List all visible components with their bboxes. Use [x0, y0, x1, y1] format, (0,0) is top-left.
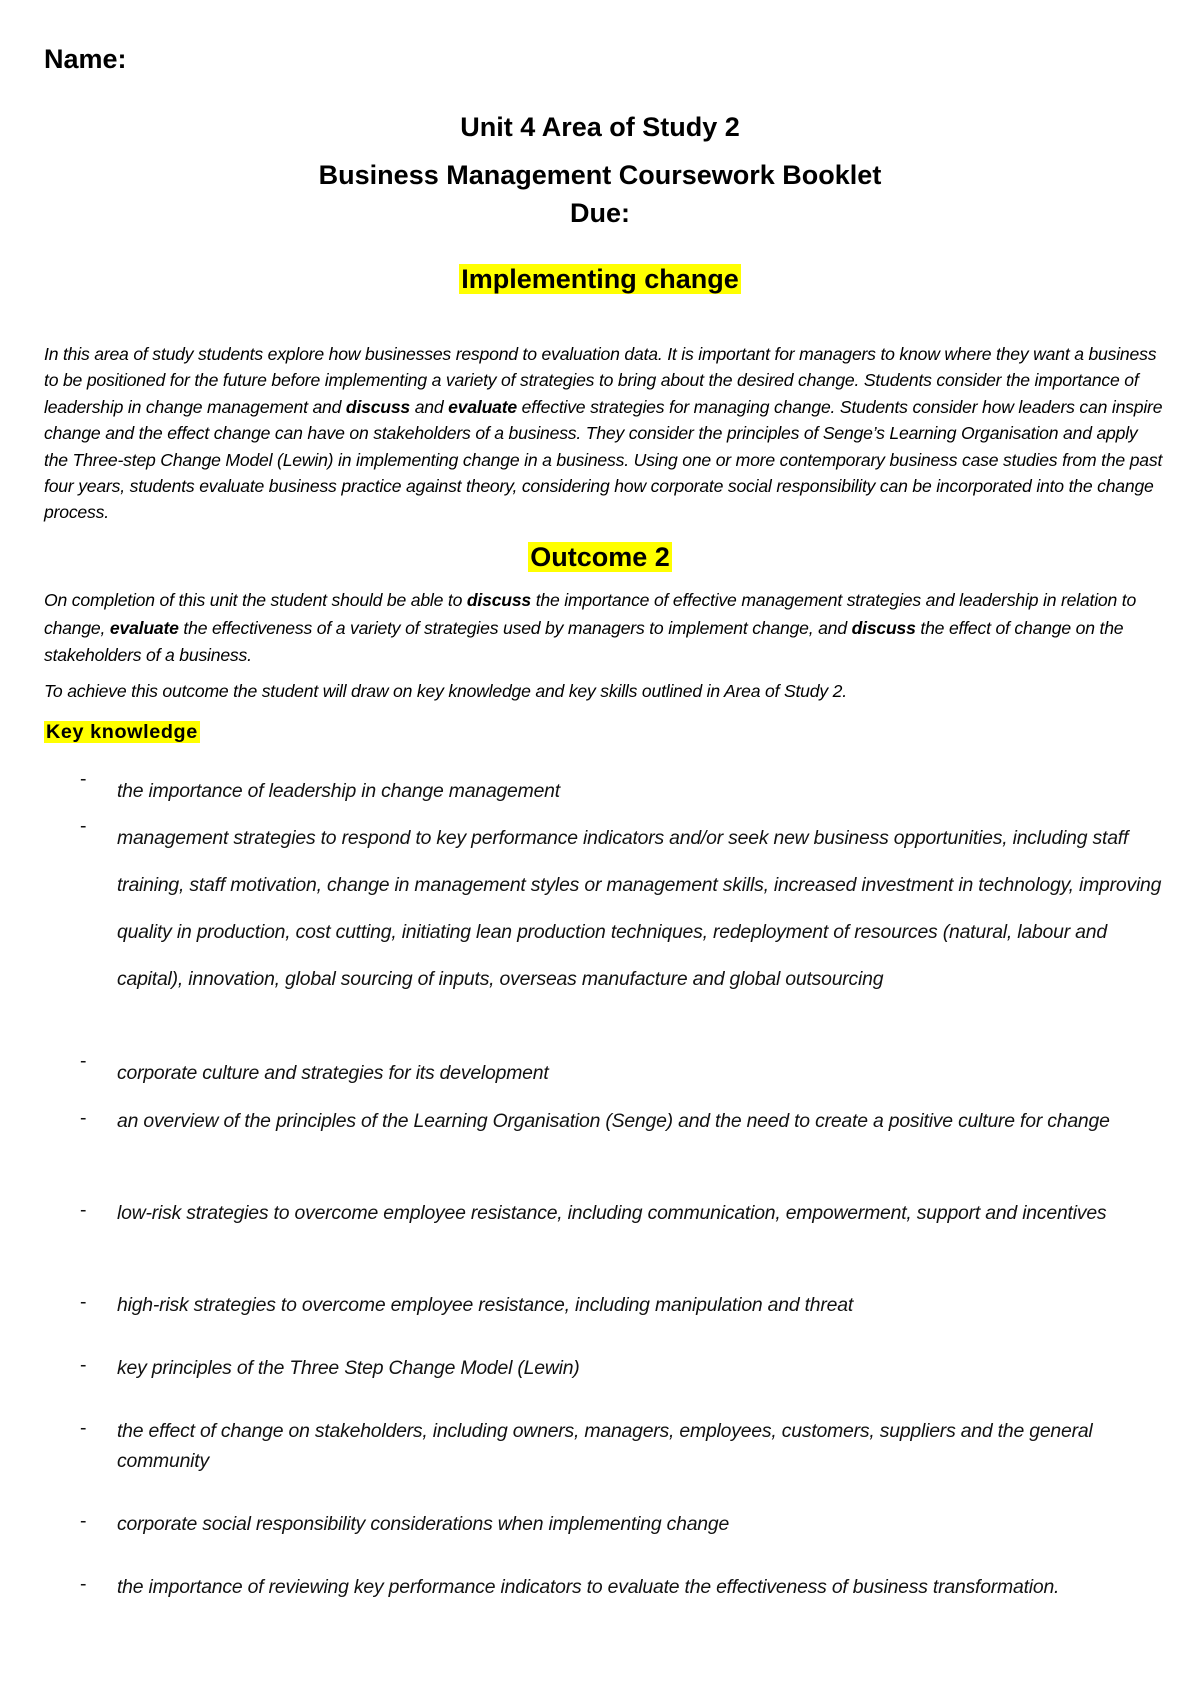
- list-dash: -: [80, 1291, 87, 1313]
- unit-title: Unit 4 Area of Study 2: [460, 112, 740, 142]
- list-item-text: the effect of change on stakeholders, including owners, managers, employees, customers, suppliers and the general community: [117, 1420, 1093, 1472]
- list-item-text: the importance of leadership in change management: [117, 780, 560, 802]
- list-dash: -: [80, 1354, 87, 1376]
- list-dash: -: [80, 1510, 87, 1532]
- outcome-text-part-1: On completion of this unit the student should be able to: [44, 590, 467, 610]
- booklet-title: Business Management Coursework Booklet: [318, 160, 882, 190]
- list-item-text: low-risk strategies to overcome employee resistance, including communication, empowerment, support and incentives: [117, 1202, 1107, 1224]
- outcome-keyword-evaluate: evaluate: [109, 617, 179, 638]
- intro-paragraph: [44, 341, 1164, 526]
- key-knowledge-heading-text: Key knowledge: [46, 721, 198, 743]
- outcome-keyword-discuss-2: discuss: [851, 617, 916, 638]
- outcome-text-part-2: the importance of effective management strategies and leadership in relation to change,: [44, 590, 1137, 638]
- key-knowledge-heading: [44, 721, 200, 744]
- outcome-text-part-4: the effect of change on the stakeholders of a business.: [44, 617, 1124, 665]
- name-label: Name:: [44, 44, 127, 74]
- achieve-paragraph: To achieve this outcome the student will draw on key knowledge and key skills outlined in Area of Study 2.: [44, 681, 847, 701]
- list-dash: -: [80, 1050, 87, 1072]
- intro-text-part-2: and: [410, 396, 449, 417]
- list-dash: -: [80, 768, 87, 790]
- outcome-paragraph: [44, 587, 1154, 670]
- outcome-keyword-discuss: discuss: [466, 590, 531, 610]
- implementing-change-heading-text: Implementing change: [461, 264, 739, 294]
- intro-text-part-1: In this area of study students explore how businesses respond to evaluation data. It is important for managers to know where they want a business to be positioned for the future before implementing a variety of strategies to bring about the desired change. Students consider the importance of leadership in change management and: [44, 344, 1157, 417]
- list-dash: -: [80, 1107, 87, 1129]
- list-item-text: the importance of reviewing key performance indicators to evaluate the effectiveness of business transformation.: [117, 1576, 1060, 1598]
- list-dash: -: [80, 1199, 87, 1221]
- list-item-text: management strategies to respond to key performance indicators and/or seek new business opportunities, including staff training, staff motivation, change in management styles or management skills, increased investment in technology, improving quality in production, cost cutting, initiating lean production techniques, redeployment of resources (natural, labour and capital), innovation, global sourcing of inputs, overseas manufacture and global outsourcing: [117, 827, 1162, 990]
- outcome-heading-text: Outcome 2: [530, 542, 670, 572]
- intro-text-part-3: effective strategies for managing change. Students consider how leaders can inspire change and the effect change can have on stakeholders of a business. They consider the principles of Senge’s Learning Organisation and apply the Three-step Change Model (Lewin) in implementing change in a business. Using one or more contemporary business case studies from the past four years, students evaluate business practice against theory, considering how corporate social responsibility can be incorporated into the change process.: [44, 396, 1163, 523]
- due-label: Due:: [570, 198, 630, 228]
- list-item-text: an overview of the principles of the Learning Organisation (Senge) and the need to create a positive culture for change: [117, 1110, 1110, 1132]
- section-heading-outcome: [0, 542, 1200, 573]
- list-dash: -: [80, 1417, 87, 1439]
- list-item-text: high-risk strategies to overcome employee resistance, including manipulation and threat: [117, 1294, 854, 1316]
- list-item-text: key principles of the Three Step Change Model (Lewin): [117, 1357, 580, 1379]
- outcome-text-part-3: the effectiveness of a variety of strategies used by managers to implement change, and: [178, 617, 852, 638]
- intro-keyword-evaluate: evaluate: [448, 396, 517, 417]
- list-item-text: corporate culture and strategies for its development: [117, 1062, 549, 1084]
- intro-keyword-discuss: discuss: [345, 396, 411, 417]
- list-dash: -: [80, 1573, 87, 1595]
- list-item-text: corporate social responsibility considerations when implementing change: [117, 1513, 730, 1535]
- list-dash: -: [80, 815, 87, 837]
- section-heading-implementing-change: [0, 264, 1200, 295]
